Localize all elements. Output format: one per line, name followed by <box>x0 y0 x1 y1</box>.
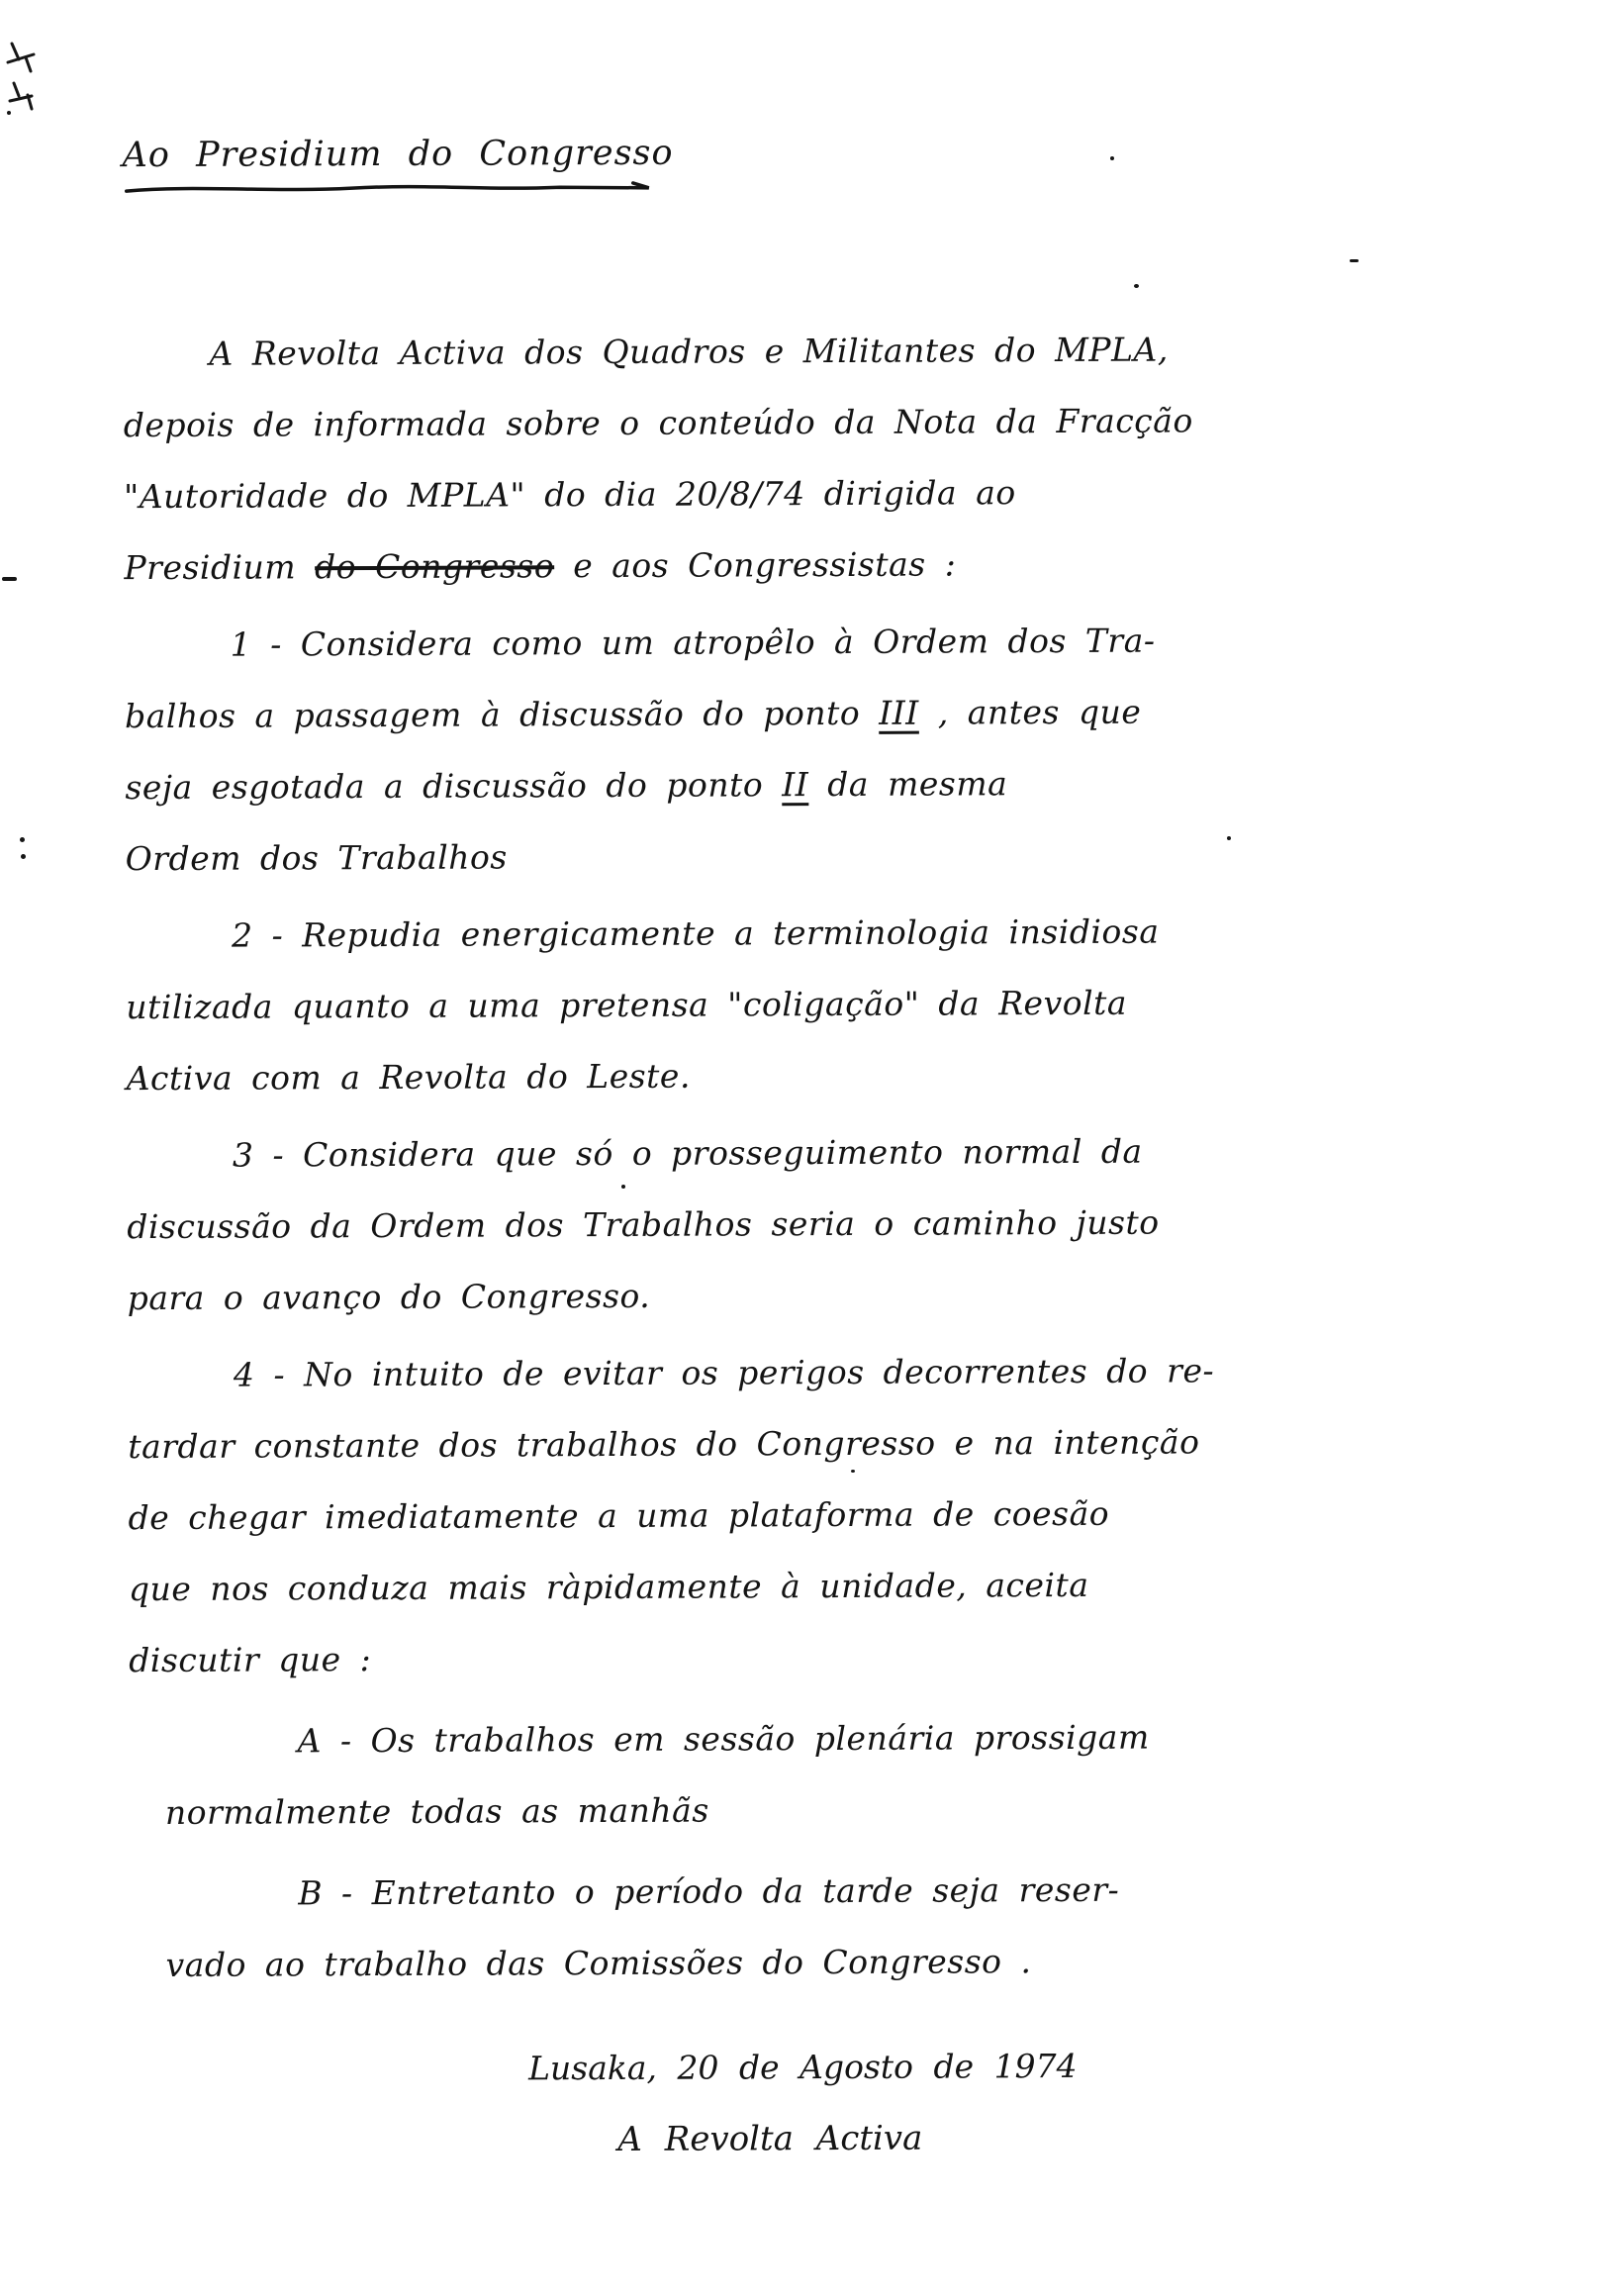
text-segment: 4 - No intuito de evitar os perigos decorrentes do re- <box>233 1351 1215 1394</box>
handwritten-line <box>127 1039 1096 1114</box>
text-segment: B - Entretanto o período da tarde seja reser- <box>298 1869 1120 1913</box>
handwritten-line <box>127 1188 1160 1263</box>
document-body <box>123 315 1215 2001</box>
handwritten-line <box>130 1773 1099 1849</box>
handwritten-line <box>123 315 1169 390</box>
handwritten-line <box>130 1926 1099 2001</box>
handwritten-line <box>128 1479 1110 1554</box>
handwritten-line <box>124 457 1093 532</box>
scan-speck <box>2 577 17 581</box>
scan-speck <box>1110 156 1114 160</box>
text-segment: normalmente todas as manhãs <box>164 1790 709 1832</box>
text-segment: A - Os trabalhos em sessão plenária prossigam <box>297 1717 1150 1761</box>
handwritten-line <box>127 1116 1143 1192</box>
underline-segment: III <box>879 693 919 732</box>
strike-segment: do Congresso <box>315 546 555 587</box>
handwritten-line <box>125 606 1156 681</box>
text-segment: , antes que <box>918 692 1142 732</box>
scan-speck <box>21 854 26 859</box>
text-segment: Presidium <box>124 547 316 588</box>
text-segment: da mesma <box>808 764 1008 805</box>
handwritten-line <box>126 819 1095 895</box>
handwritten-line <box>127 1259 1096 1334</box>
scan-speck <box>1350 259 1359 262</box>
text-segment: para o avanço do Congresso. <box>127 1276 651 1318</box>
signature-line: A Revolta Activa <box>617 2118 923 2159</box>
text-segment: discutir que : <box>129 1640 372 1680</box>
handwritten-line <box>128 1407 1200 1483</box>
handwritten-line <box>129 1702 1150 1777</box>
text-segment: que nos conduza mais ràpidamente à unidade, aceita <box>128 1565 1089 1609</box>
underline-segment: II <box>782 765 809 805</box>
text-segment: de chegar imediatamente a uma plataforma de coesão <box>128 1493 1110 1538</box>
text-segment: Ordem dos Trabalhos <box>125 837 508 879</box>
handwritten-line <box>124 677 1142 752</box>
text-segment: tardar constante dos trabalhos do Congresso e na intenção <box>128 1422 1200 1467</box>
title-underline <box>125 180 664 198</box>
text-segment: seja esgotada a discussão do ponto <box>125 765 783 808</box>
text-segment: e aos Congressistas : <box>554 544 957 586</box>
margin-scribble <box>2 36 42 125</box>
handwritten-line <box>125 748 1094 823</box>
scan-speck <box>1134 284 1139 288</box>
handwritten-line <box>124 528 1093 604</box>
handwritten-line <box>129 1550 1098 1625</box>
scan-speck <box>1227 836 1231 840</box>
text-segment: vado ao trabalho das Comissões do Congresso . <box>165 1942 1032 1984</box>
date-line: Lusaka, 20 de Agosto de 1974 <box>527 2046 1078 2088</box>
text-segment: 1 - Considera como um atropêlo à Ordem dos Tra- <box>230 621 1156 664</box>
handwritten-line <box>130 1855 1120 1930</box>
text-segment: 3 - Considera que só o prosseguimento normal da <box>232 1131 1143 1175</box>
text-segment: discussão da Ordem dos Trabalhos seria o caminho justo <box>127 1202 1160 1247</box>
handwritten-line <box>126 897 1160 972</box>
text-segment: 2 - Repudia energicamente a terminologia insidiosa <box>231 911 1160 955</box>
letter-content <box>122 127 1215 2177</box>
text-segment: utilizada quanto a uma pretensa "coligação" da Revolta <box>126 983 1128 1027</box>
text-segment: Activa com a Revolta do Leste. <box>126 1056 692 1099</box>
handwritten-line <box>126 968 1128 1043</box>
letter-title: Ao Presidium do Congresso <box>122 133 674 176</box>
handwritten-line <box>123 386 1193 461</box>
handwritten-line <box>128 1336 1215 1411</box>
text-segment: "Autoridade do MPLA" do dia 20/8/74 dirigida ao <box>124 473 1016 517</box>
text-segment: depois de informada sobre o conteúdo da Nota da Fracção <box>123 401 1193 445</box>
handwritten-line <box>129 1621 1098 1696</box>
text-segment: balhos a passagem à discussão do ponto <box>124 693 880 736</box>
text-segment: A Revolta Activa dos Quadros e Militantes do MPLA, <box>209 330 1169 373</box>
scan-speck <box>20 837 25 842</box>
